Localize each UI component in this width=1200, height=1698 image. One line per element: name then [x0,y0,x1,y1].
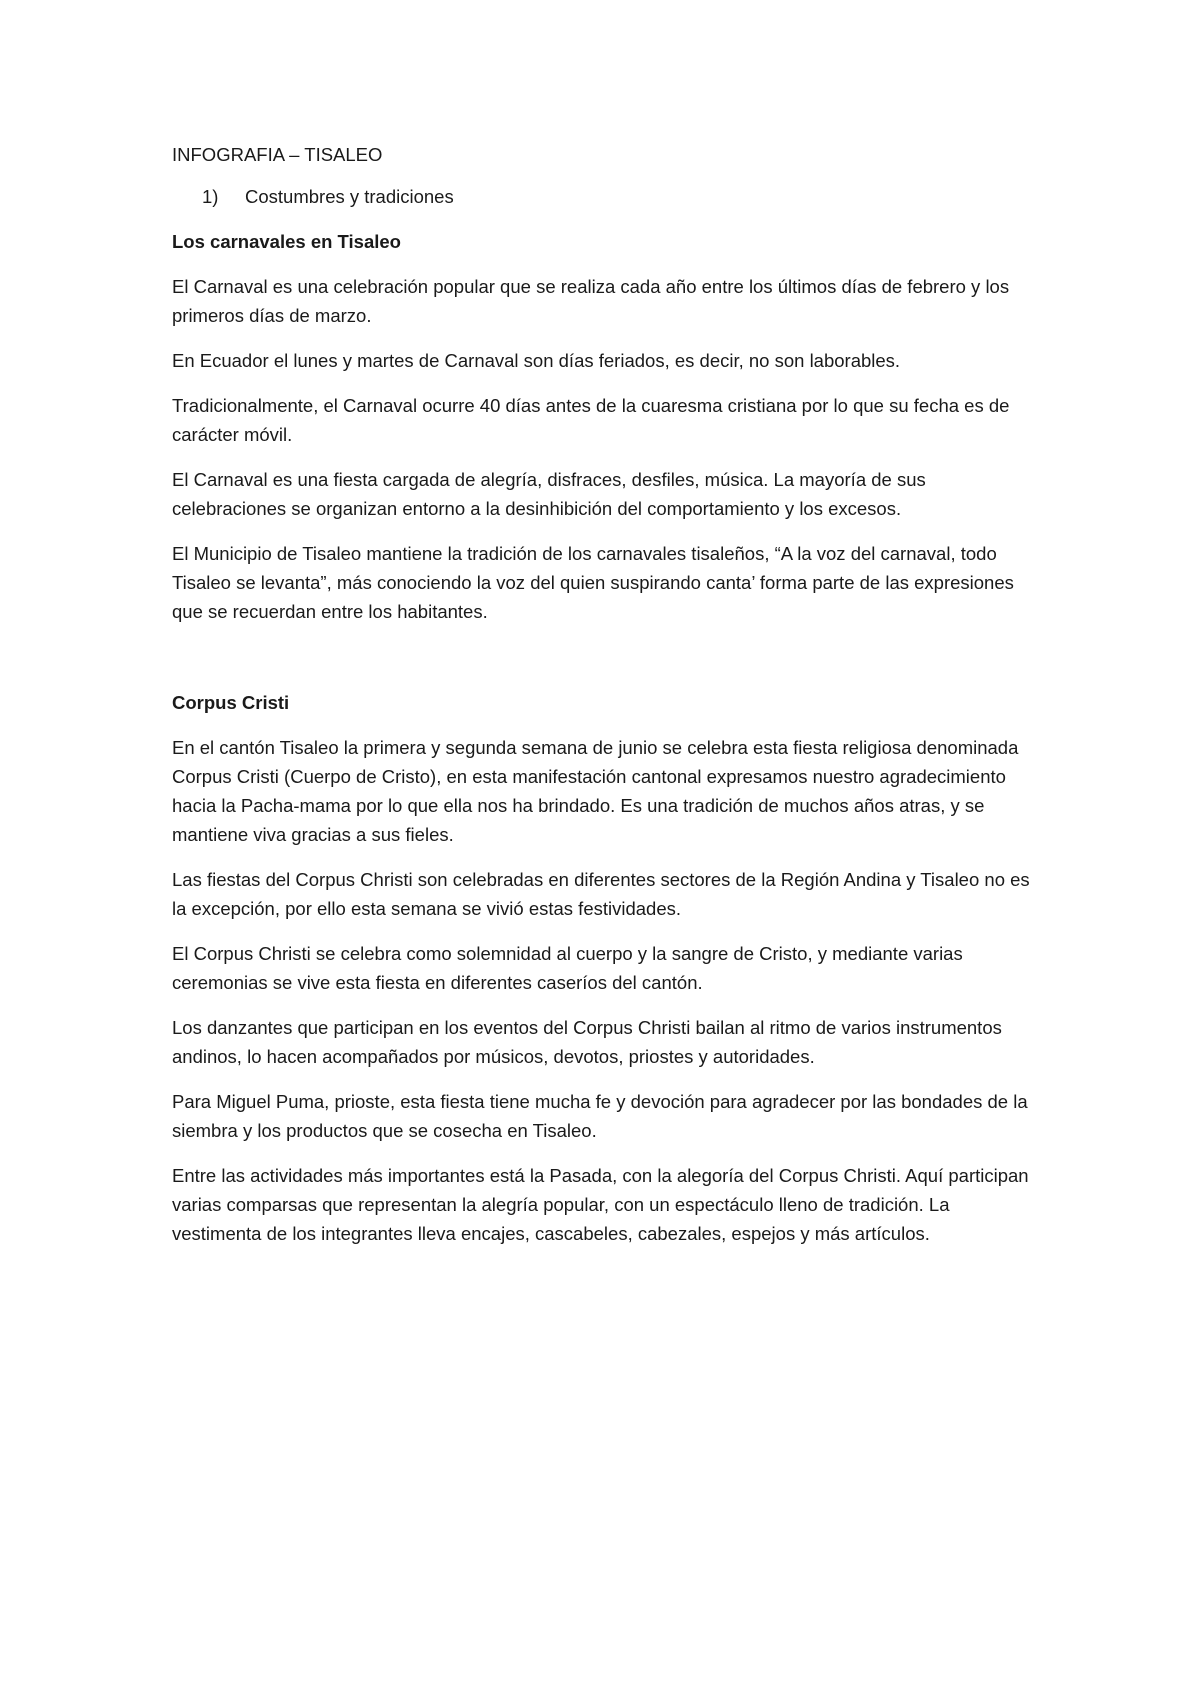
section-corpus-cristi [172,688,1042,1248]
paragraph: En el cantón Tisaleo la primera y segunda semana de junio se celebra esta fiesta religiosa denominada Corpus Cristi (Cuerpo de Cristo), en esta manifestación cantonal expresamos nuestro agradecimiento hacia la Pacha-mama por lo que ella nos ha brindado. Es una tradición de muchos años atras, y se mantiene viva gracias a sus fieles. [172,737,1019,845]
paragraph: El Municipio de Tisaleo mantiene la tradición de los carnavales tisaleños, “A la voz del carnaval, todo Tisaleo se levanta”, más conociendo la voz del quien suspirando canta’ forma parte de las expresiones que se recuerdan entre los habitantes. [172,543,1014,622]
section-spacer [172,642,1042,688]
section-carnavales [172,227,1042,626]
section-heading: Los carnavales en Tisaleo [172,231,401,252]
paragraph: Para Miguel Puma, prioste, esta fiesta tiene mucha fe y devoción para agradecer por las bondades de la siembra y los productos que se cosecha en Tisaleo. [172,1091,1028,1141]
paragraph: El Carnaval es una celebración popular que se realiza cada año entre los últimos días de febrero y los primeros días de marzo. [172,276,1010,326]
paragraph: El Corpus Christi se celebra como solemnidad al cuerpo y la sangre de Cristo, y mediante varias ceremonias se vive esta fiesta en diferentes caseríos del cantón. [172,943,963,993]
paragraph: En Ecuador el lunes y martes de Carnaval son días feriados, es decir, no son laborables. [172,350,901,371]
document-title: INFOGRAFIA – TISALEO [172,144,383,165]
paragraph: Las fiestas del Corpus Christi son celebradas en diferentes sectores de la Región Andina y Tisaleo no es la excepción, por ello esta semana se vivió estas festividades. [172,869,1030,919]
list-number: 1) [202,186,219,207]
paragraph: Los danzantes que participan en los eventos del Corpus Christi bailan al ritmo de varios instrumentos andinos, lo hacen acompañados por músicos, devotos, priostes y autoridades. [172,1017,1002,1067]
document-page [172,140,1042,1264]
numbered-list-item [172,182,1042,211]
list-item-text: Costumbres y tradiciones [245,186,454,207]
paragraph: Entre las actividades más importantes está la Pasada, con la alegoría del Corpus Christi. Aquí participan varias comparsas que representan la alegría popular, con un espectáculo lleno de tradición. La vestimenta de los integrantes lleva encajes, cascabeles, cabezales, espejos y más artículos. [172,1165,1029,1244]
paragraph: Tradicionalmente, el Carnaval ocurre 40 días antes de la cuaresma cristiana por lo que su fecha es de carácter móvil. [172,395,1010,445]
section-heading: Corpus Cristi [172,692,290,713]
paragraph: El Carnaval es una fiesta cargada de alegría, disfraces, desfiles, música. La mayoría de sus celebraciones se organizan entorno a la desinhibición del comportamiento y los excesos. [172,469,926,519]
